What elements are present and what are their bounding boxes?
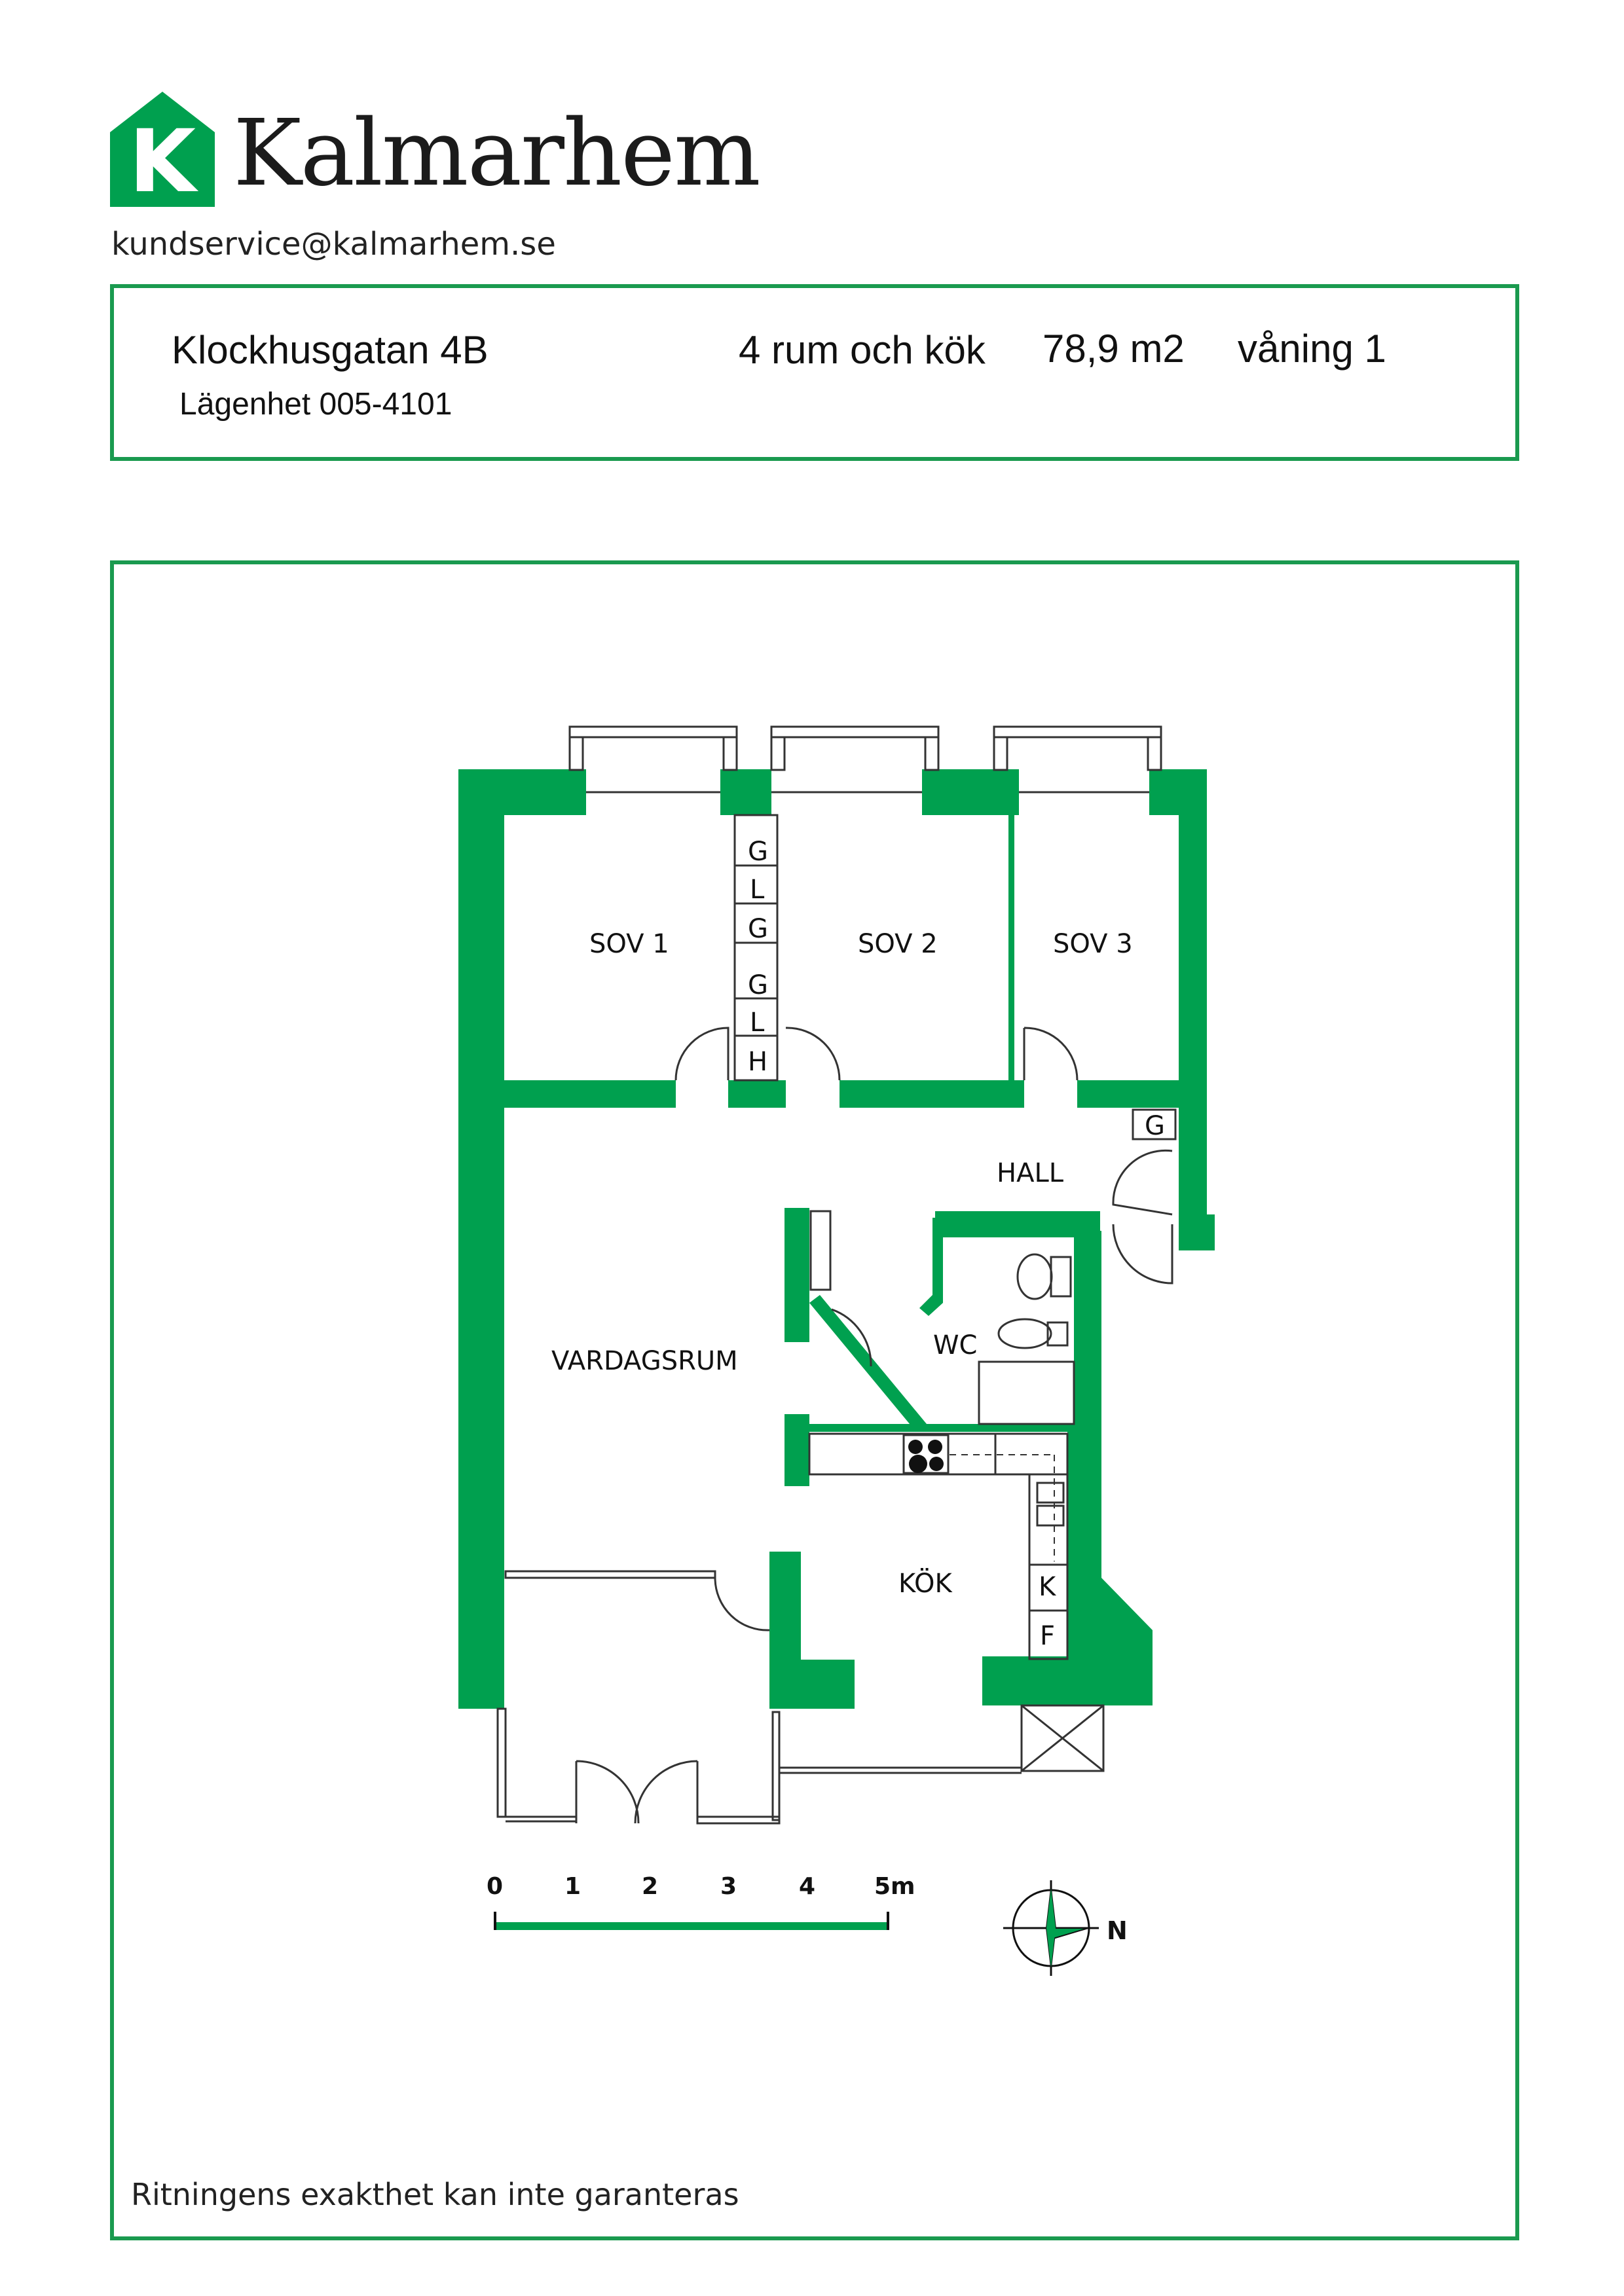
hall-closet-label: G — [1145, 1111, 1165, 1141]
room-vardagsrum: VARDAGSRUM — [551, 1346, 738, 1376]
floor-level: våning 1 — [1238, 327, 1386, 371]
contact-email[interactable]: kundservice@kalmarhem.se — [111, 226, 556, 263]
wall-sov-bottom-2 — [728, 1080, 786, 1108]
wall-kitchen-left-stub — [784, 1414, 809, 1486]
disclaimer: Ritningens exakthet kan inte garanteras — [131, 2177, 739, 2212]
closet-label: H — [748, 1047, 768, 1077]
wall-kitchen-right — [1067, 1427, 1101, 1656]
wall-right-stub — [1179, 1214, 1215, 1250]
floor-area: 78,9 m2 — [1043, 327, 1185, 371]
wall-kitchen-pier-foot — [769, 1660, 855, 1709]
wall-left — [458, 769, 504, 1709]
room-sov1: SOV 1 — [589, 929, 669, 959]
room-kok: KÖK — [898, 1569, 952, 1599]
fridge-label: K — [1039, 1572, 1056, 1602]
address: Klockhusgatan 4B — [172, 328, 489, 372]
room-wc: WC — [933, 1330, 978, 1360]
closet-label: G — [748, 914, 768, 944]
wall-right-upper — [1179, 769, 1207, 1214]
scale-label: 2 — [642, 1873, 659, 1900]
wall-wc-notch — [919, 1218, 943, 1316]
wall-sov2-sov3 — [1008, 815, 1014, 1080]
room-sov3: SOV 3 — [1053, 929, 1133, 959]
closet-label: L — [750, 1008, 765, 1038]
wall-top-pier-2 — [922, 769, 1019, 815]
room-sov2: SOV 2 — [858, 929, 938, 959]
brand-name: Kalmarhem — [233, 100, 760, 207]
wall-wc-right — [1074, 1231, 1101, 1427]
north-label: N — [1107, 1916, 1128, 1945]
closet-label: G — [748, 837, 768, 867]
closet-label: L — [750, 875, 765, 905]
scale-label: 0 — [487, 1873, 504, 1900]
wall-top-left — [458, 769, 586, 815]
wall-kitchen-top — [809, 1424, 1078, 1432]
north-arrow-icon — [1003, 1880, 1099, 1976]
room-count: 4 rum och kök — [739, 328, 986, 372]
wall-sov-bottom-1 — [504, 1080, 676, 1108]
freezer-label: F — [1040, 1621, 1056, 1651]
room-hall: HALL — [997, 1158, 1064, 1188]
wall-kitchen-bottom — [982, 1656, 1153, 1705]
logo-letter: K — [128, 111, 196, 207]
wall-sov-bottom-3 — [840, 1080, 1024, 1108]
scale-label: 4 — [799, 1873, 816, 1900]
closet-label: G — [748, 970, 768, 1000]
scale-label: 3 — [720, 1873, 737, 1900]
wall-wc-diagonal — [809, 1295, 927, 1432]
wall-top-pier-1 — [720, 769, 771, 815]
wall-sov-bottom-4 — [1077, 1080, 1179, 1108]
apartment-number: Lägenhet 005-4101 — [179, 387, 452, 422]
scale-label: 1 — [564, 1873, 581, 1900]
scale-bar — [495, 1912, 888, 1930]
scale-label: 5m — [874, 1873, 915, 1900]
wall-wc-left-stub — [784, 1208, 809, 1342]
